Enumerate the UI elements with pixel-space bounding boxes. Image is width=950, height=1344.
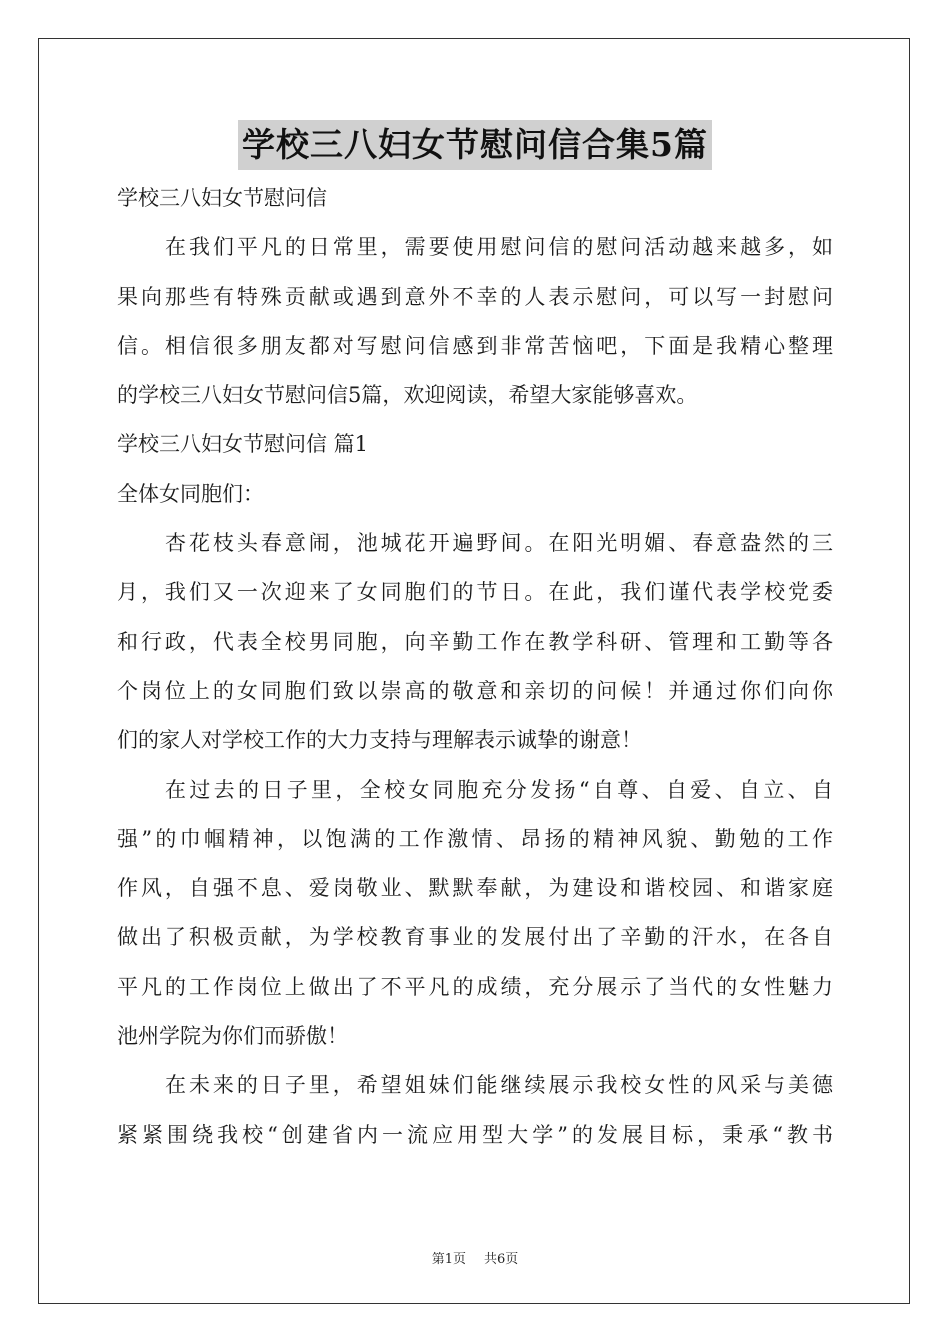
text-line: 在未来的日子里，希望姐妹们能继续展示我校女性的风采与美德	[165, 1073, 833, 1098]
text-line: 杏花枝头春意闹，池城花开遍野间。在阳光明媚、春意盎然的三	[165, 531, 833, 556]
page-number: 第1页	[431, 1252, 466, 1267]
document-title: 学校三八妇女节慰问信合集5篇	[238, 120, 712, 170]
text-line: 月，我们又一次迎来了女同胞们的节日。在此，我们谨代表学校党委	[117, 580, 833, 605]
page-total: 共6页	[484, 1252, 519, 1267]
page-footer	[0, 1248, 950, 1267]
text-line: 作风，自强不息、爱岗敬业、默默奉献，为建设和谐校园、和谐家庭	[117, 876, 833, 901]
text-line: 的学校三八妇女节慰问信5篇，欢迎阅读，希望大家能够喜欢。	[117, 383, 698, 408]
text-line: 强”的巾帼精神，以饱满的工作激情、昂扬的精神风貌、勤勉的工作	[117, 826, 833, 851]
text-line: 个岗位上的女同胞们致以崇高的敬意和亲切的问候！并通过你们向你	[117, 678, 833, 703]
text-line: 和行政，代表全校男同胞，向辛勤工作在教学科研、管理和工勤等各	[117, 629, 833, 654]
text-line: 在我们平凡的日常里，需要使用慰问信的慰问活动越来越多，如	[165, 235, 833, 260]
text-line: 信。相信很多朋友都对写慰问信感到非常苦恼吧，下面是我精心整理	[117, 333, 833, 358]
text-line: 做出了积极贡献，为学校教育事业的发展付出了辛勤的汗水，在各自	[117, 925, 833, 950]
text-line: 果向那些有特殊贡献或遇到意外不幸的人表示慰问，可以写一封慰问	[117, 284, 833, 309]
text-line: 紧紧围绕我校“创建省内一流应用型大学”的发展目标，秉承“教书	[117, 1122, 833, 1147]
text-line: 平凡的工作岗位上做出了不平凡的成绩，充分展示了当代的女性魅力	[117, 974, 833, 999]
title-wrap	[0, 120, 950, 170]
text-line: 学校三八妇女节慰问信 篇1	[117, 432, 369, 457]
text-line: 全体女同胞们：	[117, 481, 264, 506]
text-line: 池州学院为你们而骄傲！	[117, 1024, 348, 1049]
document-body	[117, 174, 833, 1160]
text-line: 在过去的日子里，全校女同胞充分发扬“自尊、自爱、自立、自	[165, 777, 833, 802]
text-line: 学校三八妇女节慰问信	[117, 186, 327, 210]
text-line: 们的家人对学校工作的大力支持与理解表示诚挚的谢意！	[117, 728, 642, 753]
